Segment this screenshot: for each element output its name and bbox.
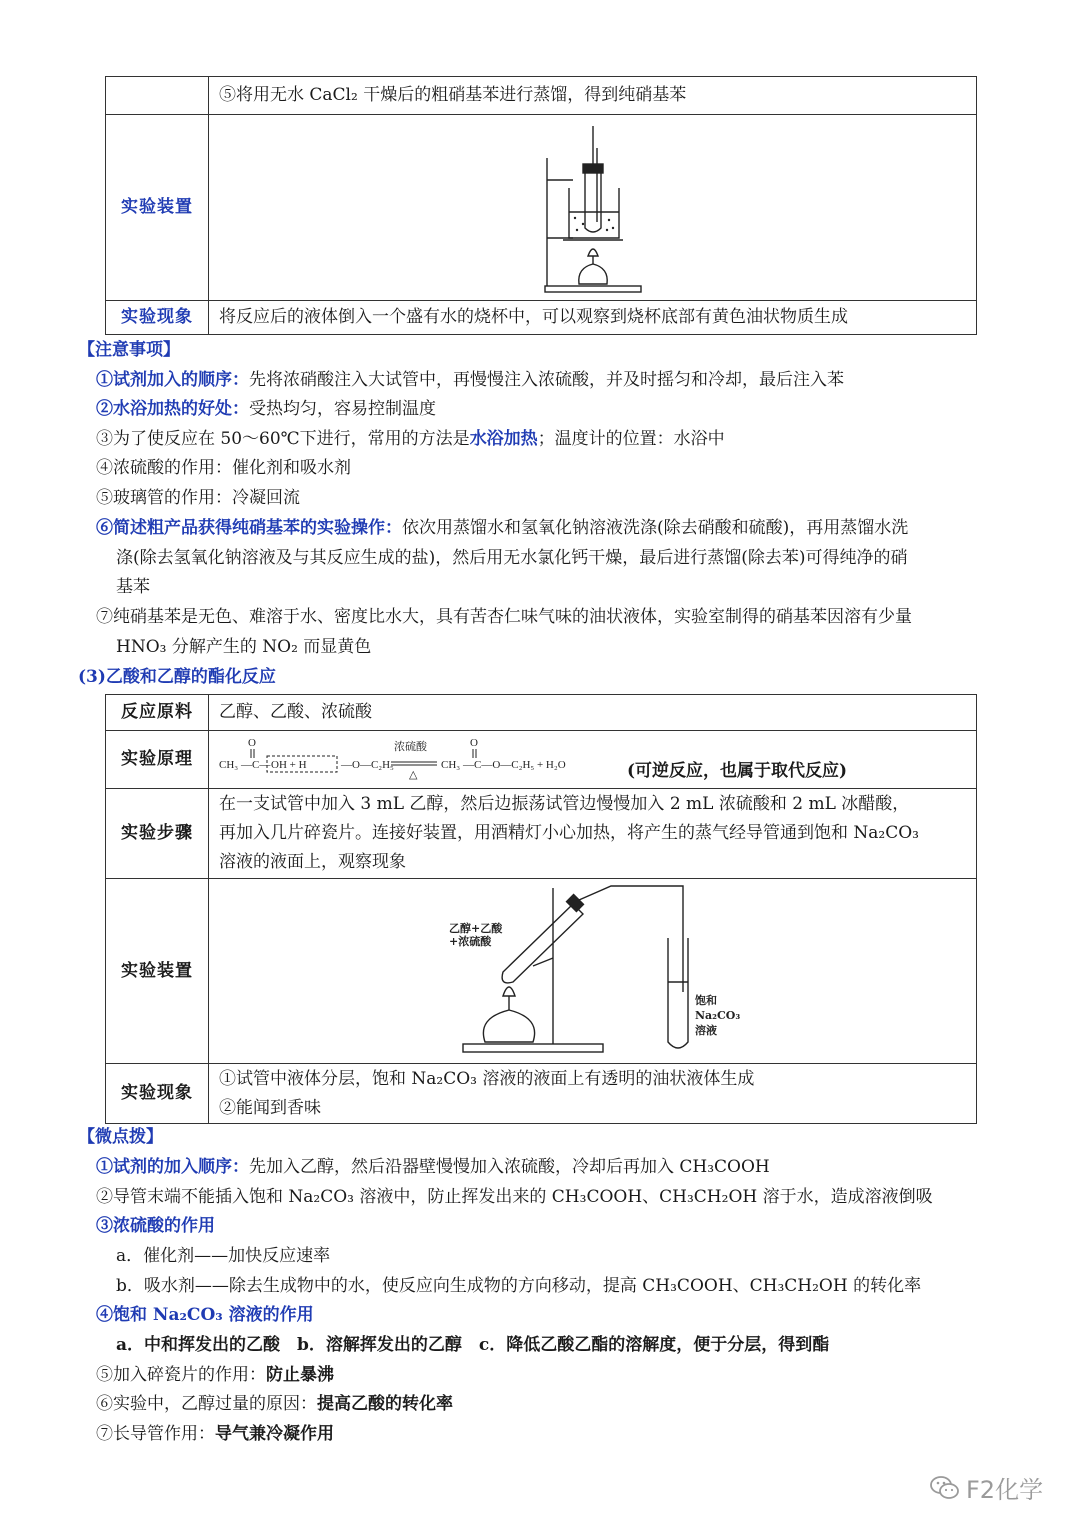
tip-1-head: ①试剂的加入顺序： bbox=[96, 1157, 249, 1177]
sat-label-1: 饱和 bbox=[694, 994, 717, 1007]
wechat-icon bbox=[930, 1475, 960, 1501]
principle-label: 实验原理 bbox=[106, 731, 209, 789]
apparatus-cell bbox=[209, 115, 977, 301]
esterification-table bbox=[105, 694, 977, 1124]
principle-note: (可逆反应，也属于取代反应) bbox=[627, 761, 848, 781]
materials-label: 反应原料 bbox=[106, 695, 209, 731]
steps-line3: 溶液的液面上，观察现象 bbox=[219, 852, 406, 872]
note-6-line2: 涤(除去氢氧化钠溶液及与其反应生成的盐)，然后用无水氯化钙干燥，最后进行蒸馏(除去苯)可得纯净的硝 bbox=[116, 548, 908, 568]
water-bath-apparatus-diagram bbox=[533, 118, 653, 298]
step5-cell: ⑤将用无水 CaCl₂ 干燥后的粗硝基苯进行蒸馏，得到纯硝基苯 bbox=[209, 77, 977, 115]
note-1-head: ①试剂加入的顺序： bbox=[96, 370, 249, 390]
tip-6 bbox=[96, 1389, 453, 1419]
notes-title: 【注意事项】 bbox=[78, 340, 180, 360]
note-1-body: 先将浓硝酸注入大试管中，再慢慢注入浓硫酸，并及时摇匀和冷却，最后注入苯 bbox=[249, 370, 844, 390]
tip-6-b: 提高乙酸的转化率 bbox=[317, 1394, 453, 1414]
svg-text:OH + H: OH + H bbox=[271, 758, 307, 771]
note-5: ⑤玻璃管的作用：冷凝回流 bbox=[96, 488, 300, 508]
svg-text:—O—C₂H₅: —O—C₂H₅ bbox=[341, 758, 394, 771]
phenomenon-label: 实验现象 bbox=[106, 301, 209, 335]
esterification-equation bbox=[219, 734, 619, 786]
watermark bbox=[930, 1470, 1043, 1505]
svg-text:—C—O—C₂H₅ + H₂O: —C—O—C₂H₅ + H₂O bbox=[463, 758, 566, 771]
phenomenon-cell: 将反应后的液体倒入一个盛有水的烧杯中，可以观察到烧杯底部有黄色油状物质生成 bbox=[209, 301, 977, 335]
svg-text:CH₃: CH₃ bbox=[441, 758, 461, 771]
tip-5-a: ⑤加入碎瓷片的作用： bbox=[96, 1365, 266, 1385]
tips-title: 【微点拨】 bbox=[78, 1127, 163, 1147]
note-7-line2: HNO₃ 分解产生的 NO₂ 而显黄色 bbox=[116, 637, 372, 657]
eq-catalyst: 浓硫酸 bbox=[394, 740, 427, 753]
tube-label-1: 乙醇+乙酸 bbox=[448, 922, 502, 935]
steps-line1: 在一支试管中加入 3 mL 乙醇，然后边振荡试管边慢慢加入 2 mL 浓硫酸和 2 mL 冰醋酸， bbox=[219, 794, 910, 814]
note-3 bbox=[96, 424, 725, 454]
watermark-text: F2化学 bbox=[966, 1476, 1044, 1504]
tip-1-body: 先加入乙醇，然后沿器壁慢慢加入浓硫酸，冷却后再加入 CH₃COOH bbox=[249, 1157, 770, 1177]
note-6-body: 依次用蒸馏水和氢氧化钠溶液洗涤(除去硝酸和硫酸)，再用蒸馏水洗 bbox=[402, 518, 909, 538]
svg-text:O: O bbox=[470, 736, 478, 749]
tip-5-b: 防止暴沸 bbox=[266, 1365, 334, 1385]
tip-4-head: ④饱和 Na₂CO₃ 溶液的作用 bbox=[96, 1305, 314, 1325]
phenomenon2-label: 实验现象 bbox=[106, 1064, 209, 1124]
note-6-line3: 基苯 bbox=[116, 577, 150, 597]
tip-4-body: a．中和挥发出的乙酸 b．溶解挥发出的乙醇 c．降低乙酸乙酯的溶解度，便于分层，得到酯 bbox=[116, 1335, 830, 1355]
note-7-line1: ⑦纯硝基苯是无色、难溶于水、密度比水大，具有苦杏仁味气味的油状液体，实验室制得的硝基苯因溶有少量 bbox=[96, 607, 912, 627]
note-1 bbox=[96, 365, 844, 395]
empty-label-cell bbox=[106, 77, 209, 115]
note-6-line1 bbox=[96, 513, 908, 543]
tip-6-a: ⑥实验中，乙醇过量的原因： bbox=[96, 1394, 317, 1414]
esterification-apparatus-diagram bbox=[433, 882, 753, 1060]
principle-cell bbox=[209, 731, 977, 789]
tip-1 bbox=[96, 1152, 770, 1182]
steps-line2: 再加入几片碎瓷片。连接好装置，用酒精灯小心加热，将产生的蒸气经导管通到饱和 Na₂CO₃ bbox=[219, 823, 919, 843]
tip-5 bbox=[96, 1360, 334, 1390]
note-3-b: 水浴加热 bbox=[469, 429, 538, 449]
steps-cell bbox=[209, 789, 977, 879]
sat-label-3: 溶液 bbox=[694, 1024, 717, 1037]
tip-3-b: b．吸水剂——除去生成物中的水，使反应向生成物的方向移动，提高 CH₃COOH、CH₃CH₂OH 的转化率 bbox=[116, 1276, 922, 1296]
eq-heat: △ bbox=[409, 768, 418, 781]
tip-2: ②导管末端不能插入饱和 Na₂CO₃ 溶液中，防止挥发出来的 CH₃COOH、CH₃CH₂OH 溶于水，造成溶液倒吸 bbox=[96, 1187, 933, 1207]
svg-text:—C—: —C— bbox=[241, 758, 271, 771]
materials-cell: 乙醇、乙酸、浓硫酸 bbox=[209, 695, 977, 731]
apparatus-label: 实验装置 bbox=[106, 115, 209, 301]
section-3-title: (3)乙酸和乙醇的酯化反应 bbox=[78, 667, 276, 687]
tip-7 bbox=[96, 1419, 334, 1449]
note-2 bbox=[96, 394, 436, 424]
tip-7-b: 导气兼冷凝作用 bbox=[215, 1424, 334, 1444]
phenomenon2-line1: ①试管中液体分层，饱和 Na₂CO₃ 溶液的液面上有透明的油状液体生成 bbox=[219, 1068, 755, 1089]
tip-3-head: ③浓硫酸的作用 bbox=[96, 1216, 215, 1236]
note-2-head: ②水浴加热的好处： bbox=[96, 399, 249, 419]
tube-label-2: +浓硫酸 bbox=[448, 935, 491, 948]
steps-label: 实验步骤 bbox=[106, 789, 209, 879]
nitrobenzene-table bbox=[105, 76, 977, 335]
sat-label-2: Na₂CO₃ bbox=[694, 1009, 740, 1022]
svg-text:O: O bbox=[248, 736, 256, 749]
apparatus2-cell bbox=[209, 879, 977, 1064]
note-3-c: ；温度计的位置：水浴中 bbox=[537, 429, 725, 449]
note-6-head: ⑥简述粗产品获得纯硝基苯的实验操作： bbox=[96, 518, 402, 538]
note-4: ④浓硫酸的作用：催化剂和吸水剂 bbox=[96, 458, 351, 478]
tip-3-a: a．催化剂——加快反应速率 bbox=[116, 1246, 331, 1266]
tip-7-a: ⑦长导管作用： bbox=[96, 1424, 215, 1444]
note-2-body: 受热均匀，容易控制温度 bbox=[249, 399, 436, 419]
apparatus2-label: 实验装置 bbox=[106, 879, 209, 1064]
phenomenon2-line2: ②能闻到香味 bbox=[219, 1097, 321, 1118]
note-3-a: ③为了使反应在 50～60℃下进行，常用的方法是 bbox=[96, 429, 470, 449]
phenomenon2-cell bbox=[209, 1064, 977, 1124]
svg-text:CH₃: CH₃ bbox=[219, 758, 239, 771]
